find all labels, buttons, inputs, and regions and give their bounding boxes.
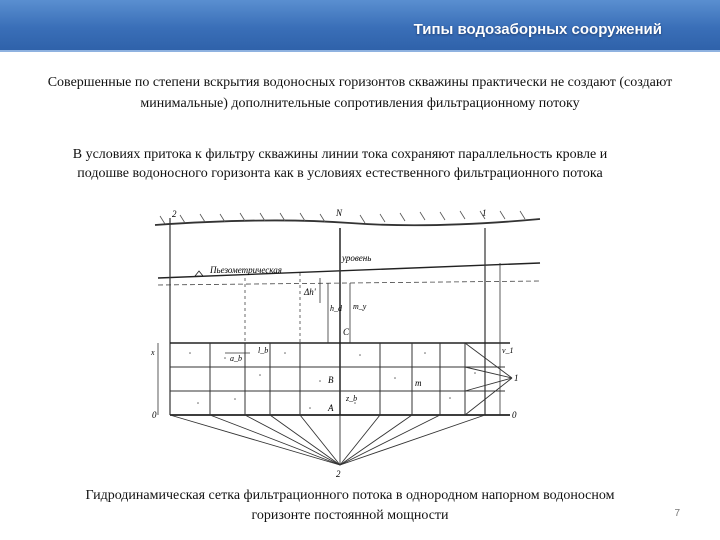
label-delta-top: Δh' <box>304 287 316 297</box>
label-one-right: 1 <box>514 373 519 383</box>
label-l-b: l_b <box>258 346 269 355</box>
paragraph-streamlines: В условиях притока к фильтру скважины линии тока сохраняют параллельность кровле и подошве водоносного горизонта как в условиях естественного фильтрационного потока <box>72 147 608 181</box>
label-bottom: 2 <box>336 469 341 479</box>
label-point-c: C <box>343 327 350 337</box>
label-level: уровень <box>342 253 372 263</box>
slide-title: Типы водозаборных сооружений <box>413 21 662 38</box>
label-piezometric: Пьезометрическая <box>210 265 282 275</box>
flow-net-horizontals <box>170 367 505 391</box>
label-top-right: 1 <box>482 208 487 218</box>
label-top-center: N <box>336 208 343 218</box>
paragraph-perfect-wells: Совершенные по степени вскрытия водоносных горизонтов скважины практически не создают (создают минимальные) дополнительные сопротивления фильтрационному потоку <box>47 75 673 111</box>
label-point-a: A <box>328 403 334 413</box>
water-level-marker <box>195 271 203 276</box>
label-m-upper: m_y <box>353 302 367 311</box>
flow-net-svg <box>150 203 545 483</box>
figure-caption: Гидродинамическая сетка фильтрационного потока в однородном напорном водоносном горизонте постоянной мощности <box>85 488 615 523</box>
label-m-middle: m <box>415 378 422 388</box>
label-point-b: B <box>328 375 334 385</box>
label-x-left: x <box>151 348 155 357</box>
bottom-fan-lines <box>170 415 485 465</box>
label-zero-right: 0 <box>512 410 517 420</box>
ground-surface <box>155 219 540 225</box>
label-z-b: z_b <box>346 394 358 403</box>
header-bar <box>0 0 720 52</box>
dimension-markers <box>158 263 500 415</box>
page-number: 7 <box>674 508 680 519</box>
label-a-b: a_b <box>230 354 242 363</box>
label-zero-left: 0 <box>152 410 157 420</box>
label-top-left: 2 <box>172 209 177 219</box>
reference-line <box>158 281 540 285</box>
label-v-right: v_1 <box>502 346 514 355</box>
flow-net-verticals <box>210 343 465 415</box>
flow-net-diagram <box>150 203 545 483</box>
label-h-d: h_d <box>330 304 342 313</box>
